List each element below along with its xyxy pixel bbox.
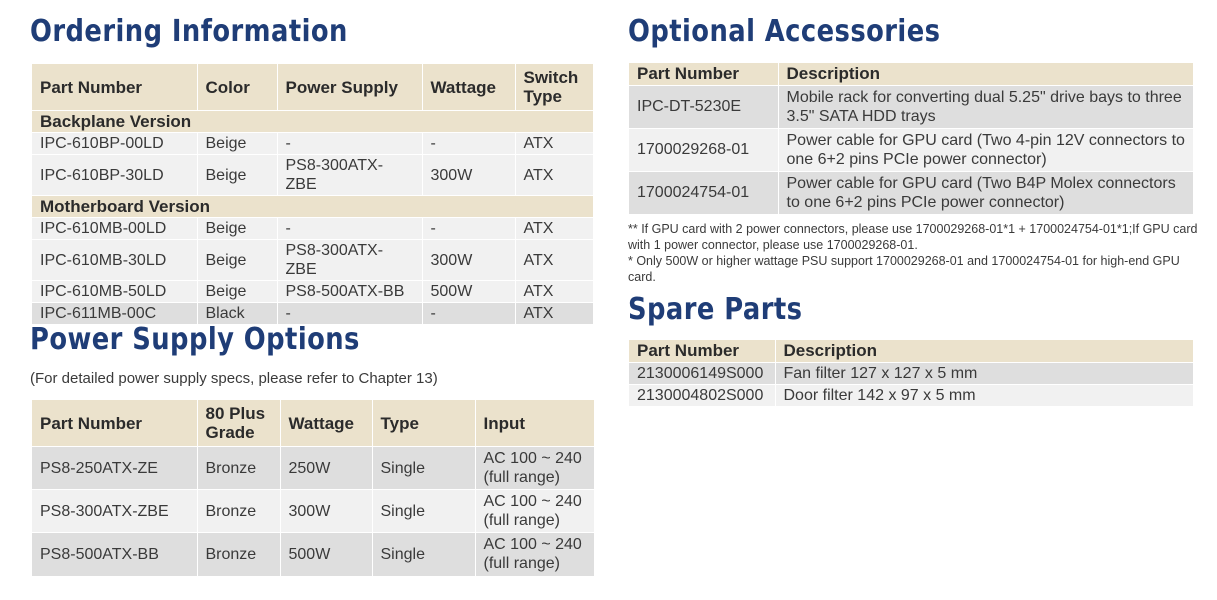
table-row bbox=[629, 362, 1193, 384]
cell-switch-type: ATX bbox=[515, 303, 593, 325]
cell-part-number: IPC-610BP-30LD bbox=[32, 155, 197, 196]
ordering-title: Ordering Information bbox=[30, 14, 348, 49]
cell-power-supply: - bbox=[277, 218, 422, 240]
cell-input: AC 100 ~ 240 (full range) bbox=[475, 490, 594, 533]
ordering-group-row bbox=[32, 111, 593, 133]
cell-color: Beige bbox=[197, 218, 277, 240]
cell-description: Door filter 142 x 97 x 5 mm bbox=[775, 384, 1193, 406]
cell-wattage: - bbox=[422, 133, 515, 155]
ordering-body bbox=[32, 111, 593, 325]
table-row bbox=[32, 447, 594, 490]
cell-switch-type: ATX bbox=[515, 281, 593, 303]
table-row bbox=[629, 85, 1193, 128]
power-header-input: Input bbox=[475, 400, 594, 447]
table-row bbox=[629, 128, 1193, 171]
table-row bbox=[32, 240, 593, 281]
group-label-backplane: Backplane Version bbox=[32, 111, 593, 133]
power-header-part-number: Part Number bbox=[32, 400, 197, 447]
ordering-header-part-number: Part Number bbox=[32, 64, 197, 111]
cell-color: Beige bbox=[197, 133, 277, 155]
accessories-header-description: Description bbox=[778, 63, 1193, 85]
cell-color: Black bbox=[197, 303, 277, 325]
ordering-table bbox=[32, 64, 593, 324]
spare-header-part-number: Part Number bbox=[629, 340, 775, 362]
cell-grade: Bronze bbox=[197, 490, 280, 533]
cell-type: Single bbox=[372, 490, 475, 533]
cell-grade: Bronze bbox=[197, 447, 280, 490]
cell-wattage: 500W bbox=[280, 533, 372, 576]
cell-part-number: IPC-610MB-00LD bbox=[32, 218, 197, 240]
accessories-table bbox=[629, 63, 1193, 214]
power-body bbox=[32, 447, 594, 576]
power-table-wrap bbox=[32, 400, 594, 576]
cell-part-number: IPC-DT-5230E bbox=[629, 85, 778, 128]
spare-header-description: Description bbox=[775, 340, 1193, 362]
power-table bbox=[32, 400, 594, 576]
cell-part-number: PS8-250ATX-ZE bbox=[32, 447, 197, 490]
cell-part-number: IPC-610BP-00LD bbox=[32, 133, 197, 155]
table-row bbox=[32, 303, 593, 325]
power-header-type: Type bbox=[372, 400, 475, 447]
cell-switch-type: ATX bbox=[515, 155, 593, 196]
table-row bbox=[32, 490, 594, 533]
ordering-header-power-supply: Power Supply bbox=[277, 64, 422, 111]
cell-wattage: 300W bbox=[422, 240, 515, 281]
cell-power-supply: - bbox=[277, 303, 422, 325]
power-header-row bbox=[32, 400, 594, 447]
table-row bbox=[629, 171, 1193, 214]
power-header-wattage: Wattage bbox=[280, 400, 372, 447]
table-row bbox=[32, 218, 593, 240]
cell-part-number: 1700029268-01 bbox=[629, 128, 778, 171]
accessories-header-part-number: Part Number bbox=[629, 63, 778, 85]
ordering-header-wattage: Wattage bbox=[422, 64, 515, 111]
power-section bbox=[30, 322, 414, 357]
spare-table bbox=[629, 340, 1193, 406]
ordering-header-switch-type: Switch Type bbox=[515, 64, 593, 111]
cell-type: Single bbox=[372, 533, 475, 576]
accessories-note-1: ** If GPU card with 2 power connectors, please use 1700029268-01*1 + 1700024754-01*1;If GPU card with 1 power connector, please use 1700029268-01. bbox=[628, 222, 1198, 252]
cell-input: AC 100 ~ 240 (full range) bbox=[475, 447, 594, 490]
cell-description: Power cable for GPU card (Two B4P Molex connectors to one 6+2 pins PCIe power connector) bbox=[778, 171, 1193, 214]
cell-description: Mobile rack for converting dual 5.25" drive bays to three 3.5" SATA HDD trays bbox=[778, 85, 1193, 128]
accessories-notes bbox=[628, 221, 1208, 285]
cell-switch-type: ATX bbox=[515, 218, 593, 240]
cell-color: Beige bbox=[197, 240, 277, 281]
cell-color: Beige bbox=[197, 155, 277, 196]
accessories-note-2: * Only 500W or higher wattage PSU support 1700029268-01 and 1700024754-01 for high-end GPU card. bbox=[628, 254, 1180, 284]
cell-wattage: 500W bbox=[422, 281, 515, 303]
table-row bbox=[32, 533, 594, 576]
cell-wattage: 300W bbox=[422, 155, 515, 196]
accessories-section bbox=[628, 14, 991, 49]
cell-power-supply: - bbox=[277, 133, 422, 155]
cell-wattage: - bbox=[422, 303, 515, 325]
cell-description: Power cable for GPU card (Two 4-pin 12V connectors to one 6+2 pins PCIe power connector) bbox=[778, 128, 1193, 171]
cell-part-number: PS8-300ATX-ZBE bbox=[32, 490, 197, 533]
cell-switch-type: ATX bbox=[515, 240, 593, 281]
cell-type: Single bbox=[372, 447, 475, 490]
ordering-header-row bbox=[32, 64, 593, 111]
cell-color: Beige bbox=[197, 281, 277, 303]
accessories-header-row bbox=[629, 63, 1193, 85]
cell-wattage: 250W bbox=[280, 447, 372, 490]
ordering-table-wrap bbox=[32, 64, 593, 324]
spare-title: Spare Parts bbox=[628, 292, 803, 327]
power-header-grade: 80 Plus Grade bbox=[197, 400, 280, 447]
cell-part-number: IPC-610MB-30LD bbox=[32, 240, 197, 281]
spare-section bbox=[628, 292, 831, 327]
table-row bbox=[32, 133, 593, 155]
power-subtitle: (For detailed power supply specs, please refer to Chapter 13) bbox=[30, 370, 438, 387]
cell-wattage: 300W bbox=[280, 490, 372, 533]
cell-part-number: 1700024754-01 bbox=[629, 171, 778, 214]
accessories-title: Optional Accessories bbox=[628, 14, 941, 49]
cell-wattage: - bbox=[422, 218, 515, 240]
cell-description: Fan filter 127 x 127 x 5 mm bbox=[775, 362, 1193, 384]
cell-input: AC 100 ~ 240 (full range) bbox=[475, 533, 594, 576]
ordering-header-color: Color bbox=[197, 64, 277, 111]
cell-part-number: 2130006149S000 bbox=[629, 362, 775, 384]
cell-part-number: IPC-611MB-00C bbox=[32, 303, 197, 325]
table-row bbox=[32, 155, 593, 196]
spare-table-wrap bbox=[629, 340, 1193, 406]
cell-power-supply: PS8-500ATX-BB bbox=[277, 281, 422, 303]
spare-body bbox=[629, 362, 1193, 406]
power-subtitle-wrap bbox=[30, 370, 438, 387]
spare-header-row bbox=[629, 340, 1193, 362]
cell-grade: Bronze bbox=[197, 533, 280, 576]
accessories-table-wrap bbox=[629, 63, 1193, 214]
cell-power-supply: PS8-300ATX-ZBE bbox=[277, 240, 422, 281]
cell-part-number: PS8-500ATX-BB bbox=[32, 533, 197, 576]
table-row bbox=[629, 384, 1193, 406]
accessories-body bbox=[629, 85, 1193, 214]
ordering-group-row bbox=[32, 196, 593, 218]
ordering-section bbox=[30, 14, 400, 49]
power-title: Power Supply Options bbox=[30, 322, 360, 357]
cell-part-number: 2130004802S000 bbox=[629, 384, 775, 406]
group-label-motherboard: Motherboard Version bbox=[32, 196, 593, 218]
table-row bbox=[32, 281, 593, 303]
cell-part-number: IPC-610MB-50LD bbox=[32, 281, 197, 303]
cell-switch-type: ATX bbox=[515, 133, 593, 155]
cell-power-supply: PS8-300ATX-ZBE bbox=[277, 155, 422, 196]
